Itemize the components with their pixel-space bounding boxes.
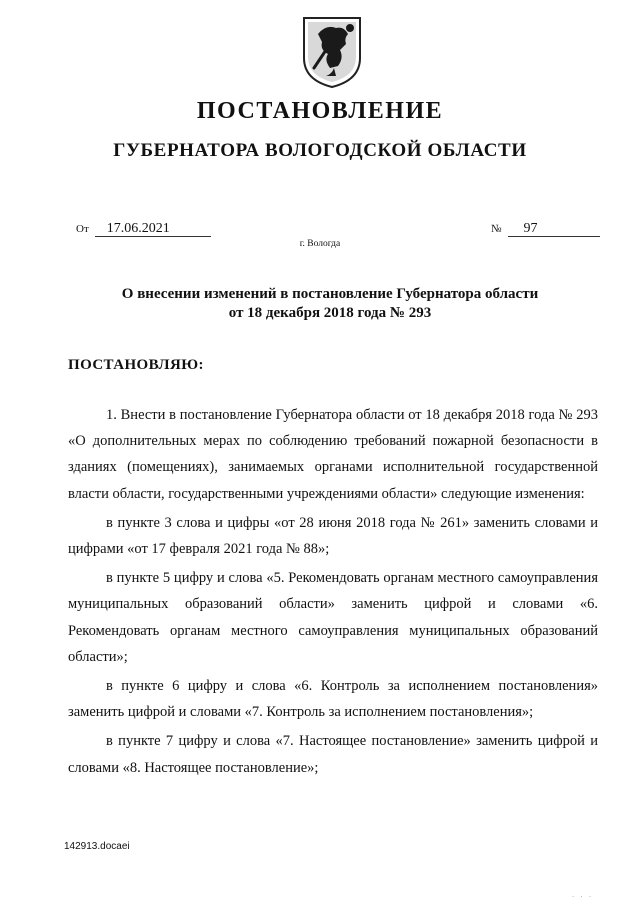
subject-line-2: от 18 декабря 2018 года № 293: [228, 305, 432, 321]
body-paragraph: в пункте 7 цифру и слова «7. Настоящее постановление» заменить цифрой и словами «8. Настоящее постановление»;: [68, 733, 598, 776]
body-paragraph: в пункте 6 цифру и слова «6. Контроль за исполнением постановления» заменить цифрой и словами «7. Контроль за исполнением постановления»;: [68, 678, 598, 721]
subject-line-1: О внесении изменений в постановление Губернатора области: [121, 286, 539, 302]
body-paragraph: в пункте 3 слова и цифры «от 28 июня 2018 года № 261» заменить словами и цифрами «от 17 февраля 2021 года № 88»;: [68, 514, 598, 558]
issuer-title: ГУБЕРНАТОРА ВОЛОГОДСКОЙ ОБЛАСТИ: [113, 140, 527, 161]
document-body: [68, 402, 598, 784]
document-number-value: 97: [508, 221, 600, 237]
document-type-title: ПОСТАНОВЛЕНИЕ: [196, 98, 444, 124]
number-prefix-label: №: [491, 223, 502, 235]
file-reference: 142913.docaei: [64, 841, 130, 852]
document-date-value: 17.06.2021: [95, 221, 211, 237]
document-subject: [60, 285, 600, 323]
body-paragraph: в пункте 5 цифру и слова «5. Рекомендовать органам местного самоуправления муниципальных образований области» заменить цифрой и словами «6. Рекомендовать органам местного самоуправления муниципальных образований области»;: [68, 570, 598, 665]
document-date-field: [76, 221, 211, 237]
decree-heading: ПОСТАНОВЛЯЮ:: [68, 357, 204, 373]
city-label: г. Вологда: [299, 239, 341, 249]
document-number-field: [491, 221, 600, 237]
body-paragraph: 1. Внести в постановление Губернатора области от 18 декабря 2018 года № 293 «О дополнительных мерах по соблюдению требований пожарной безопасности в зданиях (помещениях), занимаемых органами исполнительной государственной власти области, государственными учреждениями области» следующие изменения:: [68, 407, 598, 502]
date-prefix-label: От: [76, 223, 89, 235]
scan-marks: · · ·: [572, 893, 594, 901]
coat-of-arms-icon: [300, 14, 364, 90]
